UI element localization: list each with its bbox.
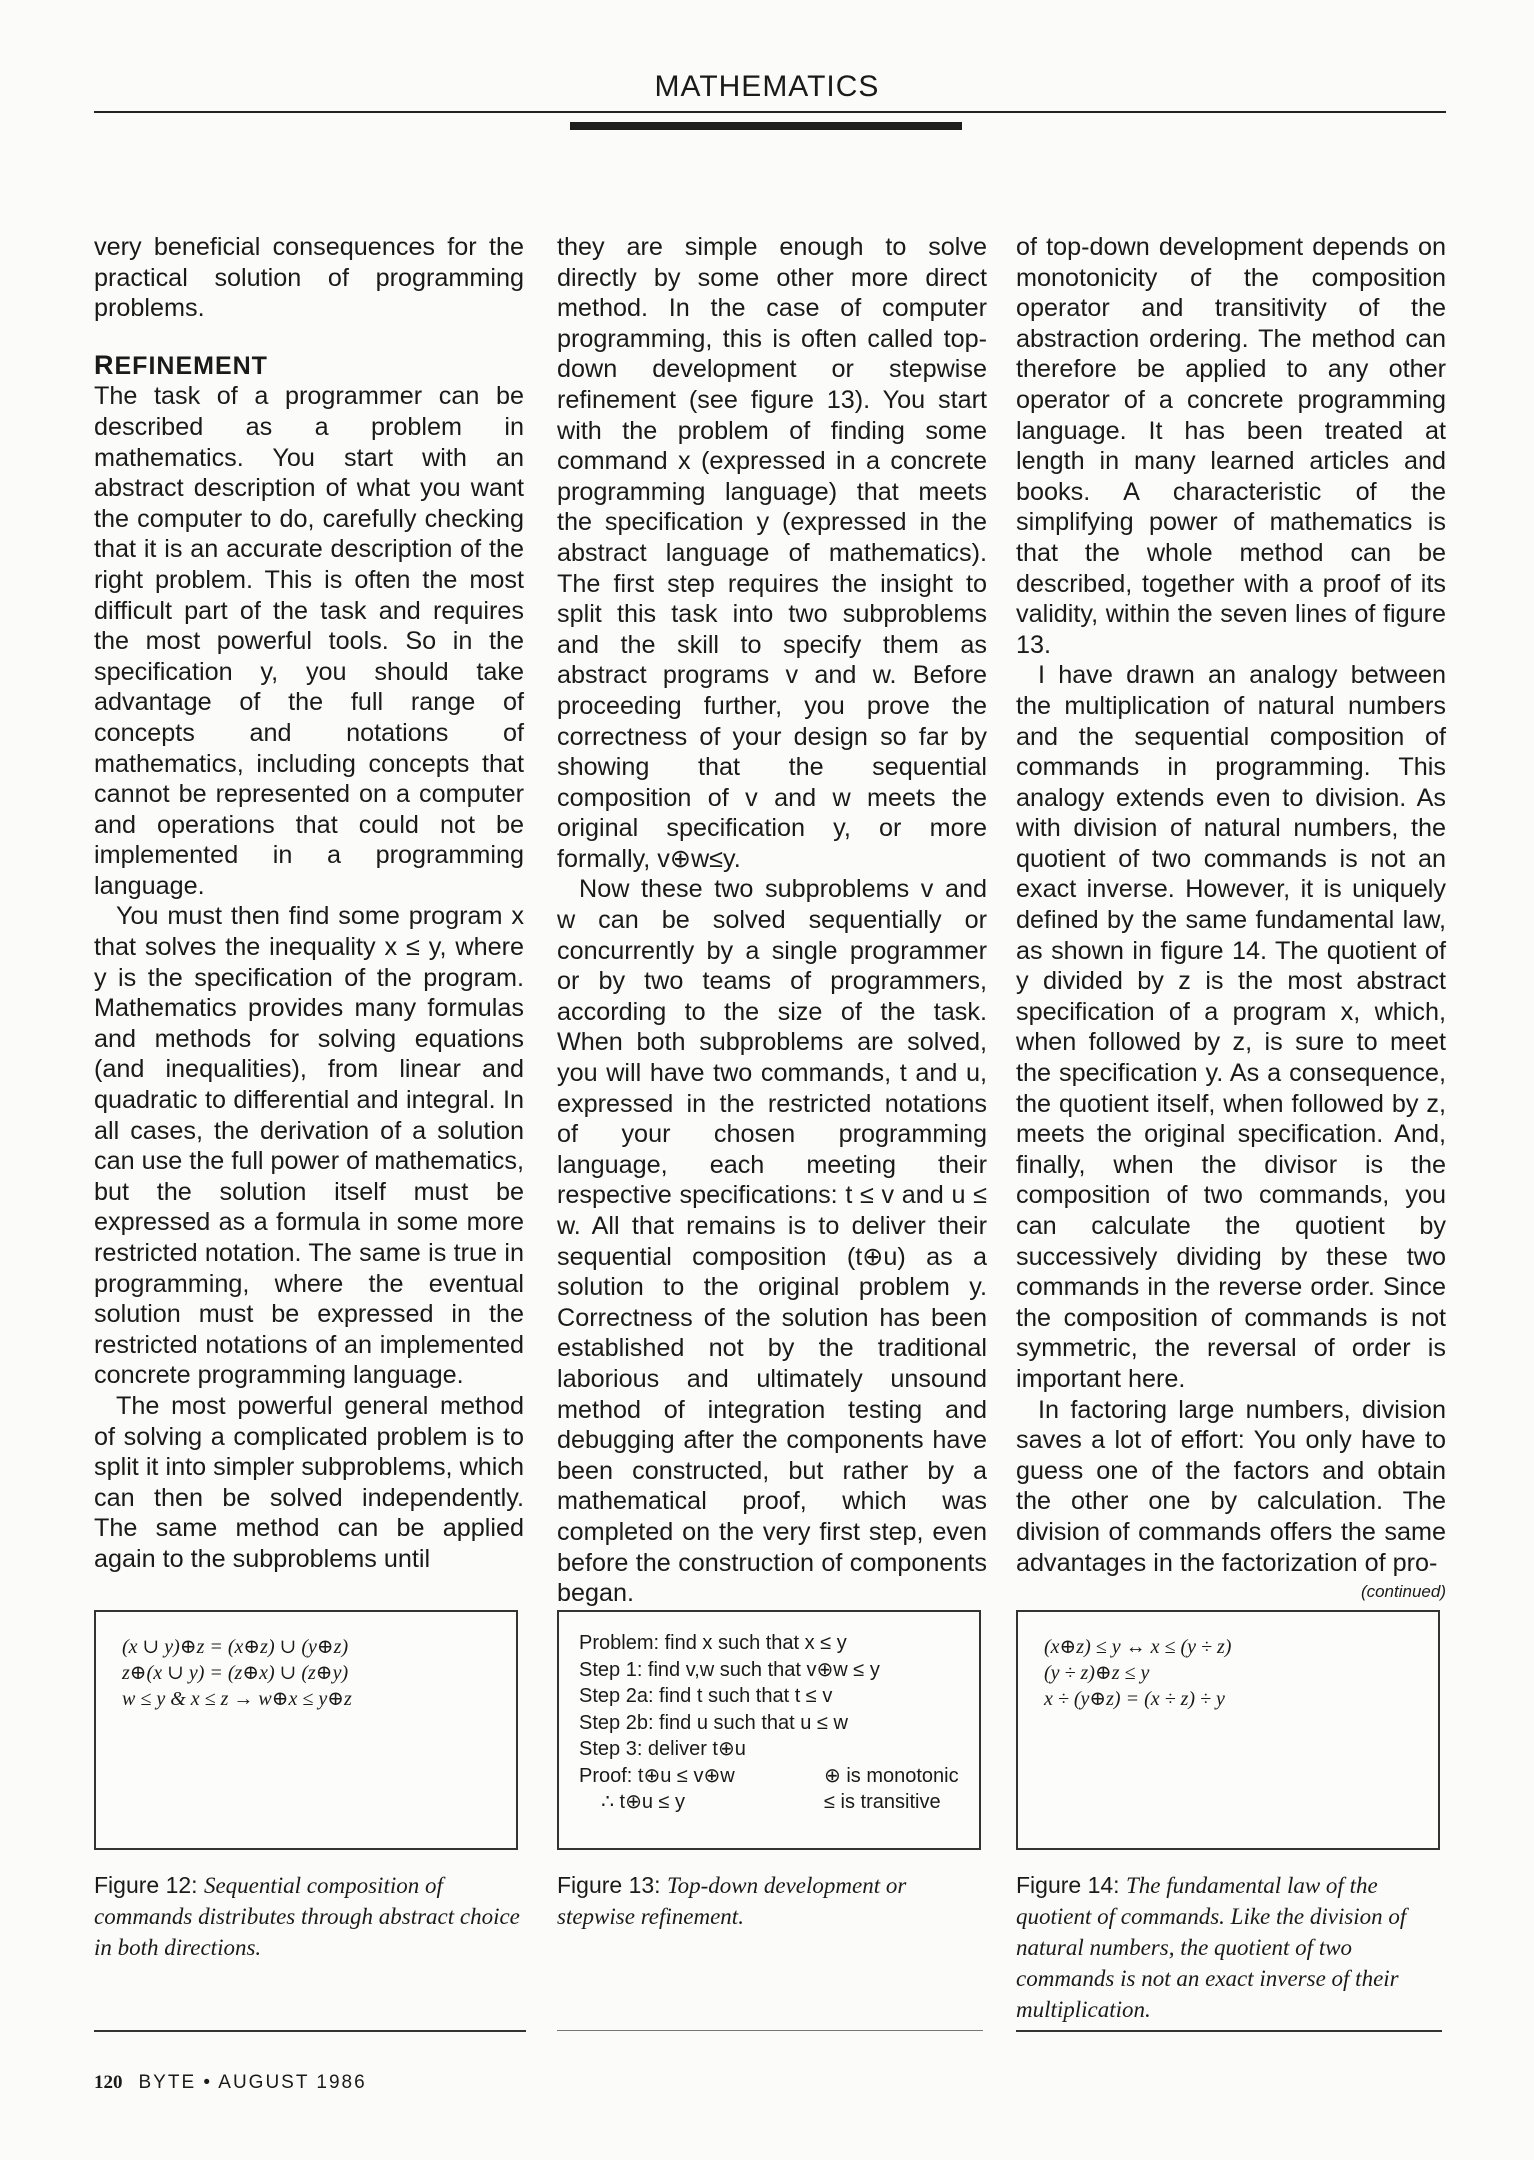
figure-14-label: Figure 14: [1016, 1872, 1120, 1898]
figure-12-label: Figure 12: [94, 1872, 198, 1898]
column-2 [557, 232, 987, 1639]
figure-12-line: z⊕(x ∪ y) = (z⊕x) ∪ (z⊕y) [122, 1662, 349, 1684]
figure-14-box [1016, 1610, 1440, 1850]
col3-paragraph-1: of top-down development depends on monotonicity of the composition operator and transitivity of the abstraction ordering. The method can therefore be applied to any other operator of a concrete programming language. It has been treated at length in many learned articles and books. A characteristic of the simplifying power of mathematics is that the whole method can be described, together with a proof of its validity, within the seven lines of figure 13. [1016, 233, 1446, 659]
col3-paragraph-2: I have drawn an analogy between the multiplication of natural numbers and the sequential composition of commands in programming. This analogy extends even to division. As with division of natural numbers, the quotient of two commands is not an exact inverse. However, it is uniquely defined by the same fundamental law, as shown in figure 14. The quotient of y divided by z is the most abstract specification of a program x, which, when followed by z, is sure to meet the specification y. As a consequence, the quotient itself, when followed by z, meets the original specification. And, finally, when the divisor is the composition of two commands, you can calculate the quotient by successively dividing by these two commands in the reverse order. Since the composition of commands is not symmetric, the reversal of order is important here. [1016, 661, 1446, 1393]
figure-12-caption-text: Sequential composition of commands distributes through abstract choice in both directions. [94, 1873, 520, 1960]
figure-13-step [579, 1630, 959, 1657]
footer-rule [1016, 2030, 1442, 2032]
continued-note: (continued) [1360, 1582, 1446, 1602]
figure-13-step [579, 1789, 959, 1816]
step-text: Problem: find x such that x ≤ y [579, 1632, 847, 1654]
running-head: MATHEMATICS [654, 70, 880, 103]
figure-12-line: w ≤ y & x ≤ z → w⊕x ≤ y⊕z [122, 1688, 352, 1710]
column-3 [1016, 232, 1446, 1604]
figure-14-caption-text: The fundamental law of the quotient of commands. Like the division of natural numbers, the quotient of two commands is not an exact inverse of their multiplication. [1016, 1873, 1407, 2022]
col1-paragraph-3: You must then find some program x that solves the inequality x ≤ y, where y is the specification of the program. Mathematics provides many formulas and methods for solving equations (and inequalities), from linear and quadratic to differential and integral. In all cases, the derivation of a solution can use the full power of mathematics, but the solution itself must be expressed as a formula in some more restricted notation. The same is true in programming, where the eventual solution must be expressed in the restricted notations of an implemented concrete programming language. [94, 902, 524, 1390]
col1-paragraph-1: very beneficial consequences for the practical solution of programming problems. [94, 233, 524, 323]
col2-paragraph-1: they are simple enough to solve directly by some other more direct method. In the case of computer programming, this is often called top-down development or stepwise refinement (see figure 13). You start with the problem of finding some command x (expressed in a concrete programming language) that meets the specification y (expressed in the abstract language of mathematics). The first step requires the insight to split this task into two subproblems and the skill to specify them as abstract programs v and w. Before proceeding further, you prove the correctness of your design so far by showing that the sequential composition of v and w meets the original specification y, or more formally, v⊕w≤y. [557, 233, 987, 873]
step-text: Step 2a: find t such that t ≤ v [579, 1685, 833, 1707]
step-note: ⊕ is monotonic [824, 1764, 959, 1787]
figure-13-step [579, 1683, 959, 1710]
figure-14-line: x ÷ (y⊕z) = (x ÷ z) ÷ y [1044, 1688, 1225, 1710]
footer-rule [557, 2030, 983, 2031]
figure-12-box [94, 1610, 518, 1850]
step-note: ≤ is transitive [824, 1791, 941, 1813]
figure-13-step [579, 1763, 959, 1790]
figure-13-box [557, 1610, 981, 1850]
step-text: Step 3: deliver t⊕u [579, 1738, 746, 1760]
figure-14-caption [1016, 1870, 1446, 2025]
col1-paragraph-4: The most powerful general method of solving a complicated problem is to split it into simpler subproblems, which can then be solved independently. The same method can be applied again to the subproblems until [94, 1391, 524, 1573]
col1-paragraph-2: The task of a programmer can be described as a problem in mathematics. You start with an abstract description of what you want the computer to do, carefully checking that it is an accurate description of the right problem. This is often the most difficult part of the task and requires the most powerful tools. So in the specification y, you should take advantage of the full range of concepts and notations of mathematics, including concepts that cannot be represented on a computer and operations that could not be implemented in a programming language. [94, 382, 524, 900]
figure-13-step [579, 1736, 959, 1763]
figure-12-caption [94, 1870, 524, 1963]
col2-paragraph-2: Now these two subproblems v and w can be solved sequentially or concurrently by a single programmer or by two teams of programmers, according to the size of the task. When both subproblems are solved, you will have two commands, t and u, expressed in the restricted notations of your chosen programming language, each meeting their respective specifications: t ≤ v and u ≤ w. All that remains is to deliver their sequential composition (t⊕u) as a solution to the original problem y. Correctness of the solution has been established not by the traditional laborious and ultimately unsound method of integration testing and debugging after the components have been constructed, but rather by a mathematical proof, which was completed on the very first step, even before the construction of components began. [557, 875, 987, 1608]
step-text: Proof: t⊕u ≤ v⊕w [579, 1764, 735, 1787]
figure-13-caption [557, 1870, 987, 1932]
figure-13-caption-text: Top-down development or stepwise refinement. [557, 1873, 907, 1929]
figure-13-steps [579, 1630, 959, 1816]
step-text: ∴ t⊕u ≤ y [579, 1791, 686, 1813]
figure-14-line: (x⊕z) ≤ y ↔ x ≤ (y ÷ z) [1044, 1636, 1232, 1658]
figure-13-step [579, 1710, 959, 1737]
folio [94, 2072, 367, 2094]
step-text: Step 2b: find u such that u ≤ w [579, 1711, 848, 1734]
column-1 [94, 232, 524, 1575]
publication-line: BYTE • AUGUST 1986 [138, 2072, 367, 2093]
footer-rule [94, 2030, 526, 2032]
col3-paragraph-3: In factoring large numbers, division saves a lot of effort: You only have to guess one of the factors and obtain the other one by calculation. The division of commands offers the same advantages in the factorization of pro- [1016, 1395, 1446, 1577]
section-title-refinement: REFINEMENT [94, 349, 268, 380]
page-number: 120 [94, 2072, 123, 2093]
figure-14-line: (y ÷ z)⊕z ≤ y [1044, 1662, 1150, 1684]
header-rule [94, 111, 1446, 113]
figure-12-line: (x ∪ y)⊕z = (x⊕z) ∪ (y⊕z) [122, 1636, 349, 1658]
figure-13-step [579, 1657, 959, 1684]
figure-13-label: Figure 13: [557, 1872, 661, 1898]
header-bar [570, 122, 962, 130]
step-text: Step 1: find v,w such that v⊕w ≤ y [579, 1658, 880, 1681]
